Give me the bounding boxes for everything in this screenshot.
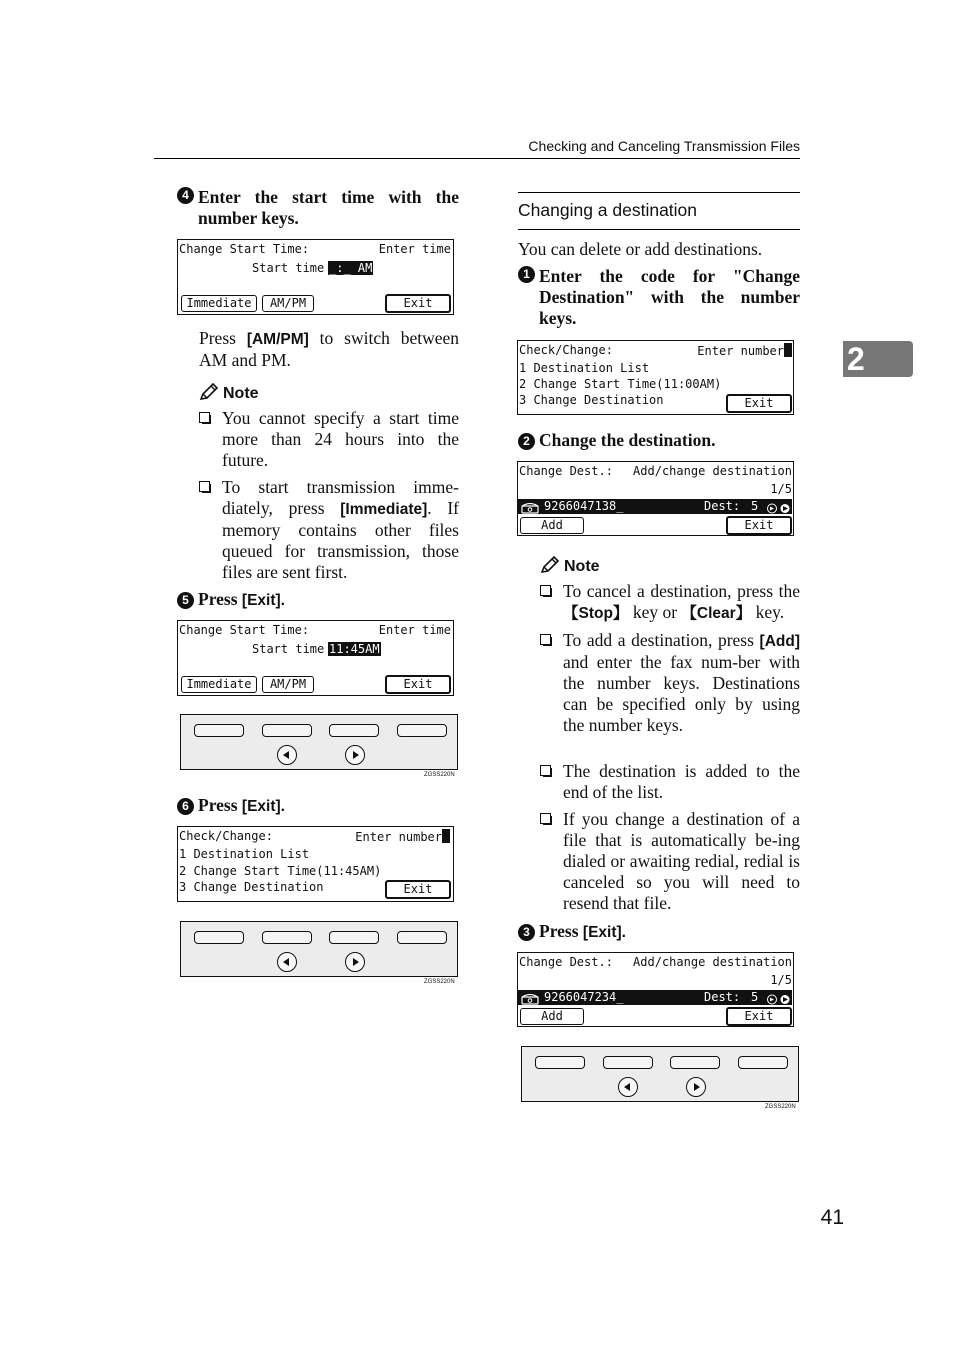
selection-key-1[interactable] xyxy=(535,1056,585,1069)
destination-number: 9266047234_ xyxy=(544,990,624,1004)
ampm-button[interactable]: AM/PM xyxy=(262,676,314,693)
note-item xyxy=(563,809,800,914)
selection-key-1[interactable] xyxy=(194,724,244,737)
section-title: Changing a destination xyxy=(518,200,698,220)
destination-row[interactable] xyxy=(518,990,792,1005)
note-text: If you change a destination of a file that is automatically be-ing dialed or awaiting redial, redial is canceled so you will need to resend that file. xyxy=(563,809,800,913)
lcd-screen-start-time-empty xyxy=(177,239,454,315)
add-button[interactable]: Add xyxy=(520,1008,584,1025)
selection-key-4[interactable] xyxy=(397,931,447,944)
lcd-prompt xyxy=(355,829,450,844)
checkbox-icon xyxy=(199,481,210,492)
lcd-screen-change-dest xyxy=(517,952,794,1027)
section-rule-bottom xyxy=(518,229,800,230)
arrow-right-icon[interactable] xyxy=(686,1077,706,1097)
note-text: key or xyxy=(628,602,682,622)
checkbox-icon xyxy=(199,412,210,423)
page-number: 41 xyxy=(820,1206,844,1229)
note-item xyxy=(563,761,800,803)
note-label: Note xyxy=(564,558,600,575)
step-text: Enter the start time with the number keys. xyxy=(198,187,459,228)
immediate-button[interactable]: Immediate xyxy=(181,295,257,312)
key-add: [Add] xyxy=(759,633,800,650)
lcd-prompt: Add/change destination xyxy=(633,464,792,478)
key-exit: [Exit]. xyxy=(241,592,285,609)
add-button[interactable]: Add xyxy=(520,517,584,534)
section-intro: You can delete or add destinations. xyxy=(518,239,763,259)
step-3 xyxy=(518,921,626,943)
dest-label: Dest: xyxy=(704,990,741,1004)
step-text: Press xyxy=(539,921,579,941)
note-pencil-icon xyxy=(540,561,564,578)
step-number: 5 xyxy=(177,592,194,609)
lcd-title: Check/Change: xyxy=(519,343,613,357)
exit-button[interactable]: Exit xyxy=(726,516,792,535)
key-exit: [Exit]. xyxy=(582,924,626,941)
note-text: You cannot specify a start time more than 24 hours into the future. xyxy=(222,408,459,470)
figure-code: ZGSS220N xyxy=(424,772,455,778)
step-2 xyxy=(518,430,715,451)
selection-key-1[interactable] xyxy=(194,931,244,944)
note-heading xyxy=(540,556,600,579)
selection-key-2[interactable] xyxy=(262,931,312,944)
step-number: 4 xyxy=(177,187,194,204)
note-text: and enter the fax num-ber with the number keys. Destinations can be specified only by using the number keys. xyxy=(563,652,800,735)
step-6 xyxy=(177,795,285,817)
ampm-button[interactable]: AM/PM xyxy=(262,295,314,312)
step-number: 2 xyxy=(518,433,535,450)
destination-number: 9266047138_ xyxy=(544,499,624,513)
step-number: 6 xyxy=(177,798,194,815)
key-exit: [Exit]. xyxy=(241,798,285,815)
note-label: Note xyxy=(223,385,259,402)
figure-code: ZGSS220N xyxy=(424,979,455,985)
step-text: Press xyxy=(198,795,238,815)
note-item xyxy=(222,408,459,471)
lcd-page-indicator: 1/5 xyxy=(770,482,792,496)
running-head: Checking and Canceling Transmission Files xyxy=(528,138,800,154)
step-number: 3 xyxy=(518,924,535,941)
lcd-title: Change Start Time: xyxy=(179,623,310,637)
key-stop: 【Stop】 xyxy=(563,605,629,622)
destination-row[interactable] xyxy=(518,499,792,514)
lcd-screen-change-dest xyxy=(517,461,794,536)
lcd-title: Change Dest.: xyxy=(519,955,613,969)
control-panel xyxy=(180,714,458,770)
checkbox-icon xyxy=(540,813,551,824)
note-text: . If memory contains other files queued for transmission, those files are sent first. xyxy=(222,498,460,582)
chapter-tab: 2 xyxy=(843,341,913,377)
menu-item-2[interactable]: 2 Change Start Time(11:45AM) xyxy=(179,864,382,878)
arrow-left-icon[interactable] xyxy=(277,745,297,765)
dest-label: Dest: xyxy=(704,499,741,513)
selection-key-3[interactable] xyxy=(670,1056,720,1069)
selection-key-4[interactable] xyxy=(738,1056,788,1069)
checkbox-icon xyxy=(540,634,551,645)
lcd-screen-check-change xyxy=(177,826,454,902)
key-ampm: [AM/PM] xyxy=(246,331,309,348)
note-text: key. xyxy=(751,602,785,622)
lcd-start-value: 11:45AM xyxy=(329,642,380,656)
note-text: To cancel a destination, press the xyxy=(563,581,800,601)
selection-key-4[interactable] xyxy=(397,724,447,737)
lcd-prompt-text: Enter number xyxy=(355,830,442,844)
step-4 xyxy=(177,187,459,229)
checkbox-icon xyxy=(540,765,551,776)
exit-button[interactable]: Exit xyxy=(726,1007,792,1026)
menu-item-3[interactable]: 3 Change Destination xyxy=(519,393,664,407)
arrow-left-icon[interactable] xyxy=(618,1077,638,1097)
lcd-prompt: Enter time xyxy=(378,242,451,256)
lcd-page-indicator: 1/5 xyxy=(770,973,792,987)
step-number: 1 xyxy=(518,266,535,283)
figure-code: ZGSS220N xyxy=(765,1104,796,1110)
lcd-screen-check-change xyxy=(517,340,794,415)
menu-item-3[interactable]: 3 Change Destination xyxy=(179,880,324,894)
lcd-prompt-text: Enter number xyxy=(697,344,784,358)
note-text: To add a destination, press xyxy=(563,630,760,650)
lcd-title: Change Start Time: xyxy=(179,242,310,256)
menu-item-2[interactable]: 2 Change Start Time(11:00AM) xyxy=(519,377,722,391)
destination-number-text: 9266047138 xyxy=(544,499,617,513)
arrow-right-icon[interactable] xyxy=(345,952,365,972)
selection-key-2[interactable] xyxy=(603,1056,653,1069)
step-text: Press xyxy=(198,589,238,609)
selection-key-2[interactable] xyxy=(262,724,312,737)
key-clear: 【Clear】 xyxy=(681,605,752,622)
exit-button[interactable]: Exit xyxy=(385,675,451,694)
arrow-left-icon[interactable] xyxy=(277,952,297,972)
step-text: Enter the code for "Change Destination" with the number keys. xyxy=(539,266,800,328)
control-panel xyxy=(180,921,458,977)
note-item xyxy=(563,581,800,624)
selection-key-3[interactable] xyxy=(329,724,379,737)
step-5 xyxy=(177,589,285,611)
step-1 xyxy=(518,266,800,329)
lcd-cursor xyxy=(442,829,450,843)
section-rule-top xyxy=(518,192,800,193)
lcd-prompt xyxy=(697,343,792,358)
note-pencil-icon xyxy=(199,388,223,405)
exit-button[interactable]: Exit xyxy=(385,294,451,313)
note-text: The destination is added to the end of the list. xyxy=(563,761,800,802)
control-panel xyxy=(521,1046,799,1102)
ampm-instruction xyxy=(199,328,459,371)
dest-count: 5 xyxy=(751,499,759,513)
selection-key-3[interactable] xyxy=(329,931,379,944)
exit-button[interactable]: Exit xyxy=(726,394,792,413)
menu-item-1[interactable]: 1 Destination List xyxy=(519,361,650,375)
header-rule xyxy=(154,158,800,159)
note-item xyxy=(563,630,800,736)
lcd-prompt: Add/change destination xyxy=(633,955,792,969)
text: Press xyxy=(199,328,247,348)
dest-count: 5 xyxy=(751,990,759,1004)
lcd-prompt: Enter time xyxy=(378,623,451,637)
note-item xyxy=(222,477,459,583)
arrow-right-icon[interactable] xyxy=(345,745,365,765)
lcd-start-label: Start time xyxy=(252,261,325,275)
note-heading xyxy=(199,383,259,406)
lcd-start-value: _:_ AM xyxy=(329,261,373,275)
exit-button[interactable]: Exit xyxy=(385,880,451,899)
immediate-button[interactable]: Immediate xyxy=(181,676,257,693)
key-immediate: [Immediate] xyxy=(340,501,428,518)
lcd-title: Check/Change: xyxy=(179,829,273,843)
menu-item-1[interactable]: 1 Destination List xyxy=(179,847,310,861)
lcd-start-label: Start time xyxy=(252,642,325,656)
lcd-title: Change Dest.: xyxy=(519,464,613,478)
note-text: To start transmission imme-diately, press xyxy=(222,477,459,518)
lcd-screen-start-time-set xyxy=(177,620,454,696)
checkbox-icon xyxy=(540,585,551,596)
lcd-cursor xyxy=(784,343,792,357)
step-text: Change the destination. xyxy=(539,430,716,450)
text: to switch between AM and PM. xyxy=(199,328,459,370)
destination-number-text: 9266047234 xyxy=(544,990,617,1004)
